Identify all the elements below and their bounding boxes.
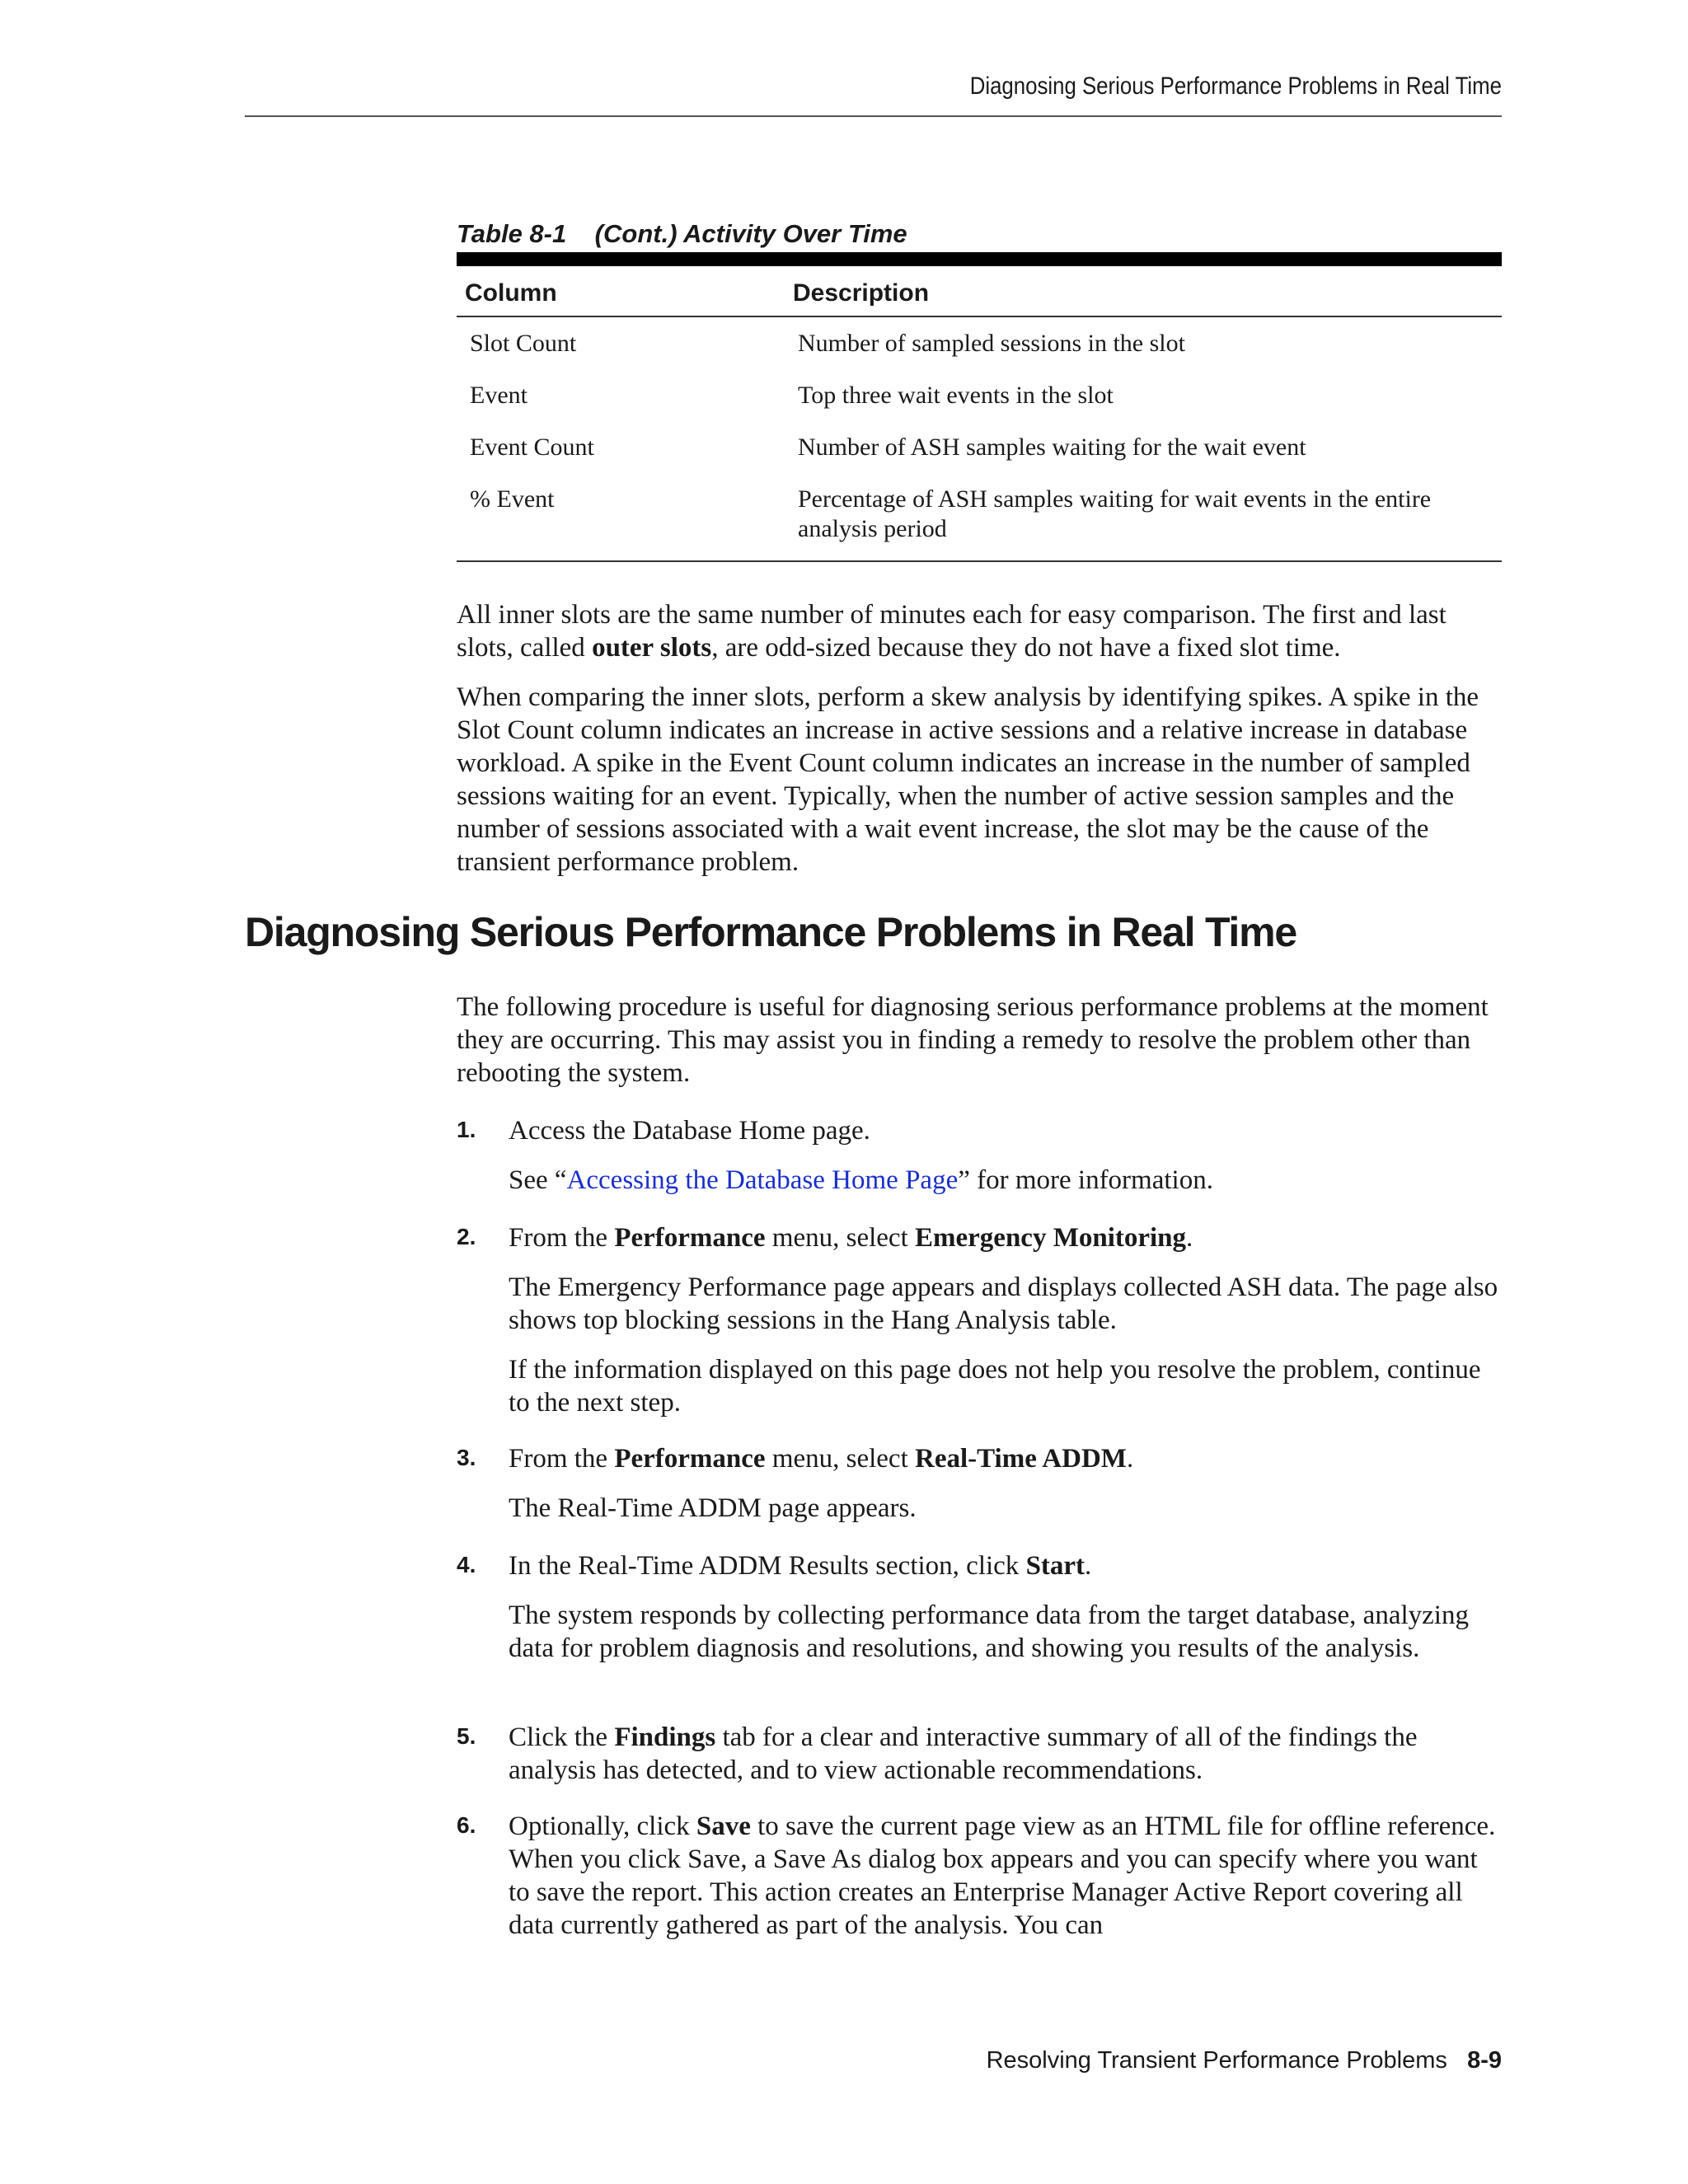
page-number: 8-9 — [1467, 2047, 1502, 2074]
activity-over-time-table — [457, 266, 1502, 562]
step-number: 4. — [457, 1552, 476, 1577]
menu-name: Performance — [614, 1444, 766, 1474]
table-cell-description: Number of ASH samples waiting for the wait event — [798, 434, 1306, 461]
paragraph-skew-analysis — [457, 681, 1502, 879]
step-number: 2. — [457, 1224, 476, 1249]
paragraph-outer-slots — [457, 598, 1502, 664]
menu-item-name: Real-Time ADDM — [915, 1444, 1127, 1474]
table-cell-description: Top three wait events in the slot — [798, 382, 1114, 409]
page-footer — [245, 2047, 1502, 2074]
step-text: . — [1085, 1551, 1092, 1581]
header-rule — [245, 115, 1502, 117]
table-top-rule — [457, 252, 1502, 266]
step-text: Access the Database Home page. — [509, 1116, 870, 1146]
step-4-detail — [509, 1599, 1502, 1665]
step-5 — [457, 1721, 1502, 1787]
table-row — [457, 316, 1502, 369]
step-2 — [457, 1221, 1502, 1254]
step-text: menu, select — [765, 1223, 915, 1253]
step-text: In the Real-Time ADDM Results section, click — [509, 1551, 1026, 1581]
table-caption: Table 8-1 (Cont.) Activity Over Time — [457, 219, 907, 248]
footer-chapter: Resolving Transient Performance Problems — [986, 2047, 1447, 2074]
step-3-detail — [509, 1492, 1502, 1525]
step-text: From the — [509, 1223, 615, 1253]
column-header: Column — [457, 266, 785, 316]
step-text: Optionally, click — [509, 1811, 696, 1841]
table-cell-column: Event — [470, 382, 528, 409]
section-intro — [457, 991, 1502, 1090]
see-suffix: ” for more information. — [958, 1165, 1213, 1195]
step-text: menu, select — [765, 1444, 915, 1474]
step-text: to save the current page view as an HTML file for offline reference. When you click Save, a Save As dialog box appears and you can specify where you want to save the report. This action creates an Enterprise Manager Active Report covering all data currently gathered as part of the analysis. You can — [509, 1811, 1496, 1940]
table-row — [457, 473, 1502, 561]
bold-term: outer slots — [592, 633, 712, 663]
step-1-see-also — [509, 1164, 1502, 1197]
step-text: From the — [509, 1444, 615, 1474]
table-cell-column: Slot Count — [470, 330, 577, 357]
table-cell-column: % Event — [457, 473, 785, 561]
step-detail: The Emergency Performance page appears and displays collected ASH data. The page also shows top blocking sessions in the Hang Analysis table. — [509, 1272, 1498, 1335]
step-2-detail-1 — [509, 1271, 1502, 1337]
step-detail: If the information displayed on this page does not help you resolve the problem, continue to the next step. — [509, 1355, 1481, 1418]
step-number: 1. — [457, 1117, 476, 1142]
see-prefix: See “ — [509, 1165, 567, 1195]
table-header-row — [457, 266, 1502, 316]
tab-name: Findings — [614, 1722, 716, 1752]
table-row — [457, 369, 1502, 421]
menu-item-name: Emergency Monitoring — [915, 1223, 1187, 1253]
step-text: Click the — [509, 1722, 615, 1752]
button-name: Save — [696, 1811, 751, 1841]
step-text: tab for a clear and interactive summary of all of the findings the analysis has detected, and to view actionable recommendations. — [509, 1722, 1418, 1785]
section-heading: Diagnosing Serious Performance Problems in Real Time — [245, 909, 1296, 955]
step-4 — [457, 1549, 1502, 1582]
step-number: 5. — [457, 1723, 476, 1749]
step-2-detail-2 — [509, 1353, 1502, 1419]
step-3 — [457, 1442, 1502, 1475]
step-number: 3. — [457, 1445, 476, 1470]
table-cell-description: Percentage of ASH samples waiting for wait events in the entire analysis period — [785, 473, 1502, 561]
table-row — [457, 421, 1502, 473]
para-text: When comparing the inner slots, perform a skew analysis by identifying spikes. A spike in the Slot Count column indicates an increase in active sessions and a relative increase in database workload. A spike in the Event Count column indicates an increase in the number of sampled sessions waiting for an event. Typically, when the number of active session samples and the number of sessions associated with a wait event increase, the slot may be the cause of the transient performance problem. — [457, 682, 1479, 877]
para-text: , are odd-sized because they do not have a fixed slot time. — [711, 633, 1341, 663]
step-detail: The system responds by collecting performance data from the target database, analyzing data for problem diagnosis and resolutions, and showing you results of the analysis. — [509, 1601, 1469, 1663]
button-name: Start — [1025, 1551, 1085, 1581]
step-detail: The Real-Time ADDM page appears. — [509, 1493, 917, 1523]
database-home-page-link[interactable]: Accessing the Database Home Page — [566, 1165, 959, 1195]
table-cell-column: Event Count — [470, 434, 594, 461]
step-6 — [457, 1810, 1502, 1942]
step-1 — [457, 1114, 1502, 1147]
step-number: 6. — [457, 1812, 476, 1838]
description-header: Description — [785, 266, 1502, 316]
menu-name: Performance — [614, 1223, 766, 1253]
para-text: The following procedure is useful for diagnosing serious performance problems at the moment they are occurring. This may assist you in finding a remedy to resolve the problem other than rebooting the system. — [457, 992, 1489, 1088]
step-text: . — [1126, 1444, 1134, 1474]
table-cell-description: Number of sampled sessions in the slot — [798, 330, 1185, 357]
step-text: . — [1186, 1223, 1193, 1253]
para-text: All inner slots are the same number of minutes each for easy comparison. The first and last slots, called — [457, 600, 1447, 663]
running-header: Diagnosing Serious Performance Problems in Real Time — [969, 73, 1502, 100]
